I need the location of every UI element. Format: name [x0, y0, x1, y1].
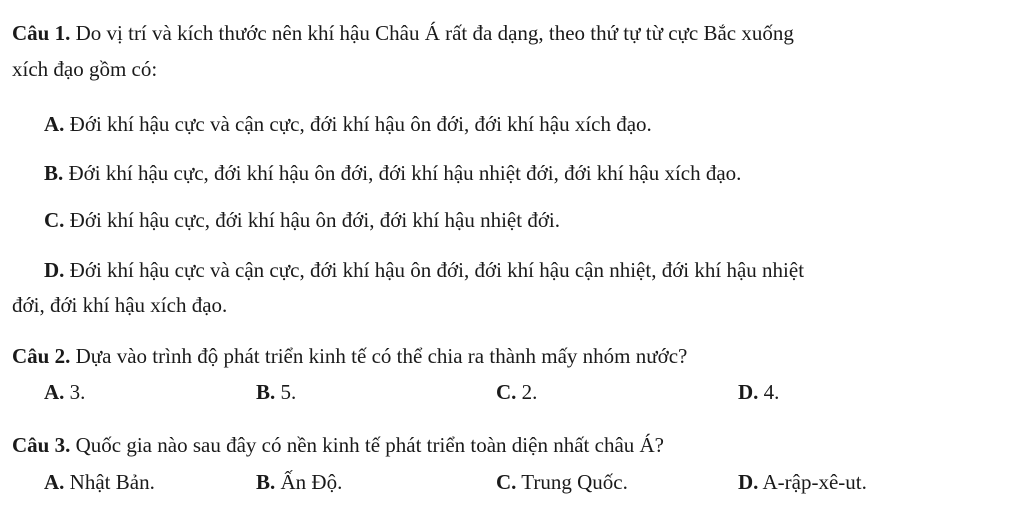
option-label: D. [738, 470, 759, 494]
option-text: Đới khí hậu cực, đới khí hậu ôn đới, đới khí hậu nhiệt đới. [64, 208, 561, 232]
option-label: A. [44, 470, 65, 494]
option-text: 5. [275, 380, 297, 404]
question-2-label: Câu 2. [12, 344, 71, 368]
option-label: C. [44, 208, 65, 232]
option-label: B. [256, 380, 276, 404]
question-1-label: Câu 1. [12, 21, 71, 45]
option-text: Trung Quốc. [516, 470, 628, 494]
option-label: B. [44, 161, 64, 185]
option-text: 2. [516, 380, 538, 404]
option-text: Nhật Bản. [64, 470, 155, 494]
question-1-option-a[interactable] [44, 111, 652, 137]
question-1-option-c[interactable] [44, 207, 560, 233]
option-label: C. [496, 470, 517, 494]
option-label: D. [738, 380, 759, 404]
question-1-text: Do vị trí và kích thước nên khí hậu Châu Á rất đa dạng, theo thứ tự từ cực Bắc xuống [70, 21, 794, 45]
question-3-text: Quốc gia nào sau đây có nền kinh tế phát triển toàn diện nhất châu Á? [70, 433, 664, 457]
question-1-stem-line1 [12, 20, 794, 46]
option-label: A. [44, 112, 65, 136]
option-text: Ấn Độ. [275, 470, 343, 494]
question-2-option-a[interactable] [44, 379, 85, 405]
question-3-option-d[interactable] [738, 469, 867, 495]
option-text: 4. [758, 380, 780, 404]
question-1-option-d[interactable] [44, 257, 804, 283]
question-2-option-c[interactable] [496, 379, 537, 405]
option-text: Đới khí hậu cực và cận cực, đới khí hậu ôn đới, đới khí hậu xích đạo. [64, 112, 652, 136]
option-text: Đới khí hậu cực, đới khí hậu ôn đới, đới khí hậu nhiệt đới, đới khí hậu xích đạo. [63, 161, 742, 185]
option-label: C. [496, 380, 517, 404]
option-label: A. [44, 380, 65, 404]
question-3-label: Câu 3. [12, 433, 71, 457]
option-label: D. [44, 258, 65, 282]
question-2-stem [12, 343, 687, 369]
question-1-option-b[interactable] [44, 160, 741, 186]
question-1-option-d-line2: đới, đới khí hậu xích đạo. [12, 293, 228, 317]
question-1-stem-line2: xích đạo gồm có: [12, 57, 158, 81]
question-3-option-a[interactable] [44, 469, 155, 495]
option-label: B. [256, 470, 276, 494]
question-3-option-c[interactable] [496, 469, 628, 495]
option-text: A-rập-xê-ut. [758, 470, 867, 494]
question-2-option-d[interactable] [738, 379, 779, 405]
question-3-stem [12, 432, 664, 458]
question-3-option-b[interactable] [256, 469, 342, 495]
option-text: Đới khí hậu cực và cận cực, đới khí hậu ôn đới, đới khí hậu cận nhiệt, đới khí hậu nhiệt [64, 258, 805, 282]
option-text: 3. [64, 380, 86, 404]
question-2-text: Dựa vào trình độ phát triển kinh tế có thể chia ra thành mấy nhóm nước? [70, 344, 688, 368]
question-2-option-b[interactable] [256, 379, 296, 405]
